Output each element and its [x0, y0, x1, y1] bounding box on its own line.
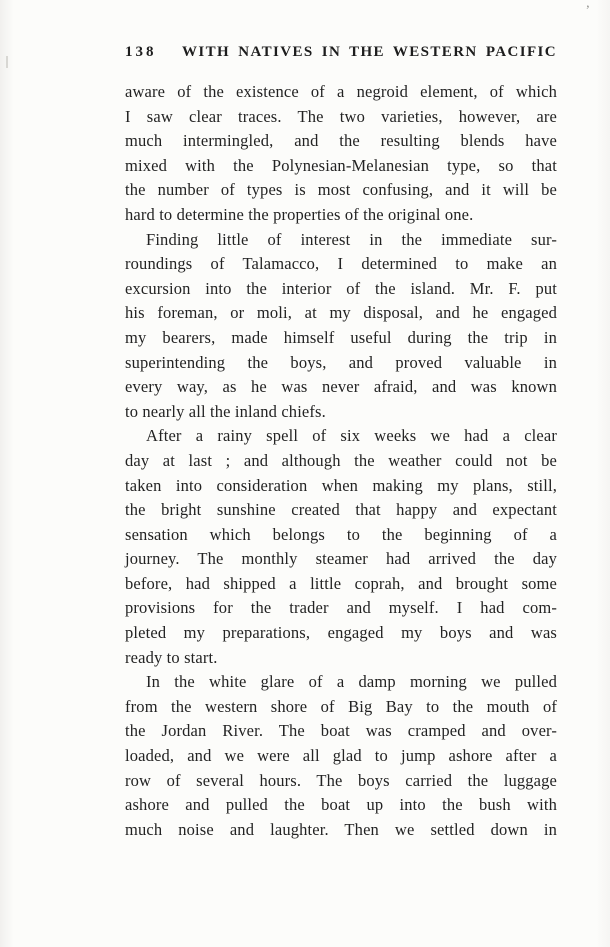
text-line: my bearers, made himself useful during the trip in	[125, 327, 557, 347]
page-number: 138	[125, 44, 157, 60]
text-line: excursion into the interior of the island. Mr. F. put	[125, 278, 557, 298]
text-line: pleted my preparations, engaged my boys and was	[125, 623, 557, 643]
text-line: loaded, and we were all glad to jump ashore after a	[125, 746, 557, 766]
text-line: provisions for the trader and myself. I had com-	[125, 598, 557, 618]
text-line: roundings of Talamacco, I determined to make an	[125, 254, 557, 274]
text-line: much intermingled, and the resulting blends have	[125, 131, 557, 151]
paragraph	[125, 80, 557, 228]
text-line: aware of the existence of a negroid element, of which	[125, 82, 557, 101]
header-title: WITH NATIVES IN THE WESTERN PACIFIC	[181, 44, 557, 60]
text-line: the bright sunshine created that happy and expectant	[125, 500, 557, 520]
text-line: day at last ; and although the weather could not be	[125, 450, 557, 470]
running-head	[125, 44, 557, 61]
paragraph	[125, 424, 557, 670]
paragraph	[125, 670, 557, 842]
text-line: taken into consideration when making my plans, still,	[125, 475, 557, 495]
text-line: the Jordan River. The boat was cramped and over-	[125, 721, 557, 741]
scan-artifact-mark: ’	[585, 2, 590, 17]
text-line: I saw clear traces. The two varieties, however, are	[125, 106, 557, 126]
text-line: the number of types is most confusing, and it will be	[125, 180, 557, 200]
text-line: hard to determine the properties of the original one.	[125, 204, 474, 224]
text-line: much noise and laughter. Then we settled down in	[125, 819, 557, 839]
text-line: In the white glare of a damp morning we pulled	[146, 672, 557, 692]
paragraph	[125, 228, 557, 425]
text-line: row of several hours. The boys carried the luggage	[125, 770, 557, 790]
text-line: from the western shore of Big Bay to the mouth of	[125, 696, 557, 716]
text-line: Finding little of interest in the immediate sur-	[146, 229, 557, 249]
body-text	[125, 80, 557, 842]
text-line: ashore and pulled the boat up into the bush with	[125, 795, 557, 815]
text-line: to nearly all the inland chiefs.	[125, 401, 326, 421]
text-line: After a rainy spell of six weeks we had a clear	[146, 426, 557, 446]
text-line: mixed with the Polynesian-Melanesian type, so that	[125, 155, 557, 175]
text-line: sensation which belongs to the beginning of a	[125, 524, 557, 544]
text-line: his foreman, or moli, at my disposal, and he engaged	[125, 303, 557, 323]
text-line: every way, as he was never afraid, and was known	[125, 377, 557, 397]
text-line: ready to start.	[125, 647, 218, 667]
text-line: journey. The monthly steamer had arrived the day	[125, 549, 557, 569]
text-line: before, had shipped a little coprah, and brought some	[125, 573, 557, 593]
scan-artifact-line	[6, 56, 8, 68]
text-line: superintending the boys, and proved valuable in	[125, 352, 557, 372]
